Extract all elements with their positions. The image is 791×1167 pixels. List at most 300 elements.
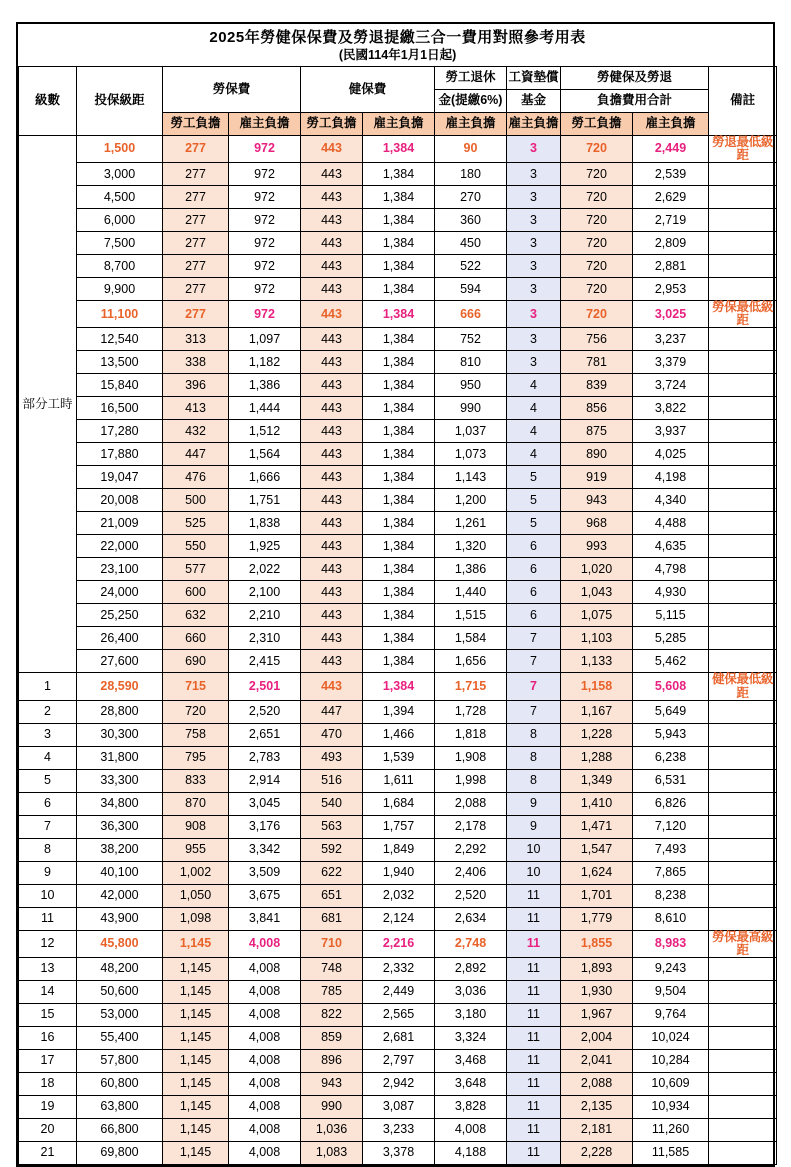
cell-health-employer: 1,384 xyxy=(363,255,435,278)
cell-health-employer: 3,378 xyxy=(363,1141,435,1164)
cell-wagefund-employer: 8 xyxy=(507,769,561,792)
cell-labor-employer: 3,841 xyxy=(229,907,301,930)
cell-wagefund-employer: 9 xyxy=(507,792,561,815)
cell-labor-employer: 1,925 xyxy=(229,535,301,558)
cell-total-employer: 4,798 xyxy=(633,558,709,581)
cell-total-employer: 4,930 xyxy=(633,581,709,604)
cell-salary-bracket: 17,880 xyxy=(77,443,163,466)
cell-note xyxy=(709,558,777,581)
cell-total-employer: 4,198 xyxy=(633,466,709,489)
cell-health-employee: 443 xyxy=(301,604,363,627)
cell-health-employer: 2,565 xyxy=(363,1003,435,1026)
cell-salary-bracket: 43,900 xyxy=(77,907,163,930)
cell-health-employee: 443 xyxy=(301,255,363,278)
cell-salary-bracket: 22,000 xyxy=(77,535,163,558)
cell-labor-employee: 660 xyxy=(163,627,229,650)
cell-note xyxy=(709,769,777,792)
cell-wagefund-employer: 11 xyxy=(507,1141,561,1164)
cell-salary-bracket: 23,100 xyxy=(77,558,163,581)
cell-total-employer: 4,025 xyxy=(633,443,709,466)
cell-note xyxy=(709,1095,777,1118)
cell-labor-employee: 550 xyxy=(163,535,229,558)
cell-total-employee: 1,020 xyxy=(561,558,633,581)
table-row xyxy=(19,163,777,186)
cell-labor-employer: 2,310 xyxy=(229,627,301,650)
cell-health-employee: 516 xyxy=(301,769,363,792)
cell-health-employee: 443 xyxy=(301,673,363,700)
premium-comparison-table xyxy=(18,24,777,1165)
cell-wagefund-employer: 3 xyxy=(507,351,561,374)
table-row xyxy=(19,861,777,884)
cell-total-employee: 756 xyxy=(561,328,633,351)
cell-salary-bracket: 50,600 xyxy=(77,980,163,1003)
cell-wagefund-employer: 11 xyxy=(507,1026,561,1049)
cell-labor-employer: 1,097 xyxy=(229,328,301,351)
cell-pension-employer: 1,200 xyxy=(435,489,507,512)
cell-wagefund-employer: 7 xyxy=(507,650,561,673)
cell-wagefund-employer: 5 xyxy=(507,489,561,512)
cell-total-employee: 919 xyxy=(561,466,633,489)
cell-labor-employee: 476 xyxy=(163,466,229,489)
header-pension-line1: 勞工退休 xyxy=(435,66,507,89)
cell-pension-employer: 1,998 xyxy=(435,769,507,792)
cell-total-employee: 1,624 xyxy=(561,861,633,884)
cell-health-employee: 1,083 xyxy=(301,1141,363,1164)
cell-note xyxy=(709,907,777,930)
cell-salary-bracket: 27,600 xyxy=(77,650,163,673)
table-row xyxy=(19,374,777,397)
cell-wagefund-employer: 4 xyxy=(507,374,561,397)
cell-wagefund-employer: 8 xyxy=(507,746,561,769)
cell-salary-bracket: 3,000 xyxy=(77,163,163,186)
cell-labor-employer: 4,008 xyxy=(229,1026,301,1049)
cell-health-employee: 563 xyxy=(301,815,363,838)
subheader-total-employee: 勞工負擔 xyxy=(561,112,633,135)
cell-salary-bracket: 11,100 xyxy=(77,301,163,328)
cell-pension-employer: 3,036 xyxy=(435,980,507,1003)
cell-health-employee: 443 xyxy=(301,135,363,162)
cell-salary-bracket: 42,000 xyxy=(77,884,163,907)
cell-wagefund-employer: 5 xyxy=(507,466,561,489)
cell-total-employee: 1,075 xyxy=(561,604,633,627)
cell-labor-employer: 2,210 xyxy=(229,604,301,627)
table-row xyxy=(19,328,777,351)
cell-note xyxy=(709,466,777,489)
cell-note xyxy=(709,232,777,255)
cell-health-employee: 443 xyxy=(301,581,363,604)
cell-salary-bracket: 24,000 xyxy=(77,581,163,604)
cell-labor-employer: 972 xyxy=(229,232,301,255)
cell-labor-employer: 1,838 xyxy=(229,512,301,535)
row-level: 18 xyxy=(19,1072,77,1095)
cell-wagefund-employer: 3 xyxy=(507,255,561,278)
cell-total-employer: 5,462 xyxy=(633,650,709,673)
cell-total-employer: 7,120 xyxy=(633,815,709,838)
cell-labor-employer: 2,415 xyxy=(229,650,301,673)
subheader-total-employer: 雇主負擔 xyxy=(633,112,709,135)
cell-health-employee: 443 xyxy=(301,232,363,255)
row-level: 16 xyxy=(19,1026,77,1049)
table-row xyxy=(19,604,777,627)
cell-labor-employee: 1,145 xyxy=(163,957,229,980)
row-level: 17 xyxy=(19,1049,77,1072)
cell-labor-employee: 1,145 xyxy=(163,1072,229,1095)
row-level: 12 xyxy=(19,930,77,957)
cell-health-employer: 1,384 xyxy=(363,604,435,627)
cell-labor-employee: 600 xyxy=(163,581,229,604)
header-wagefund-line2: 基金 xyxy=(507,89,561,112)
row-level: 5 xyxy=(19,769,77,792)
cell-labor-employee: 1,145 xyxy=(163,1118,229,1141)
cell-total-employee: 1,043 xyxy=(561,581,633,604)
cell-note: 勞保最低級距 xyxy=(709,301,777,328)
cell-salary-bracket: 53,000 xyxy=(77,1003,163,1026)
cell-wagefund-employer: 11 xyxy=(507,1003,561,1026)
cell-health-employee: 443 xyxy=(301,301,363,328)
cell-salary-bracket: 38,200 xyxy=(77,838,163,861)
cell-total-employer: 9,764 xyxy=(633,1003,709,1026)
cell-pension-employer: 2,892 xyxy=(435,957,507,980)
cell-total-employee: 1,133 xyxy=(561,650,633,673)
cell-total-employer: 2,539 xyxy=(633,163,709,186)
cell-total-employer: 7,493 xyxy=(633,838,709,861)
cell-health-employer: 1,384 xyxy=(363,489,435,512)
table-row xyxy=(19,980,777,1003)
header-note: 備註 xyxy=(709,66,777,135)
cell-health-employer: 1,466 xyxy=(363,723,435,746)
cell-health-employer: 1,384 xyxy=(363,232,435,255)
cell-total-employee: 1,410 xyxy=(561,792,633,815)
table-row xyxy=(19,1072,777,1095)
cell-labor-employer: 4,008 xyxy=(229,1003,301,1026)
cell-salary-bracket: 17,280 xyxy=(77,420,163,443)
cell-total-employee: 968 xyxy=(561,512,633,535)
row-level: 6 xyxy=(19,792,77,815)
cell-total-employer: 2,809 xyxy=(633,232,709,255)
cell-health-employer: 3,087 xyxy=(363,1095,435,1118)
cell-health-employee: 622 xyxy=(301,861,363,884)
table-row xyxy=(19,278,777,301)
cell-labor-employee: 277 xyxy=(163,135,229,162)
cell-pension-employer: 180 xyxy=(435,163,507,186)
cell-health-employee: 443 xyxy=(301,397,363,420)
table-row xyxy=(19,558,777,581)
cell-health-employee: 859 xyxy=(301,1026,363,1049)
cell-health-employee: 443 xyxy=(301,374,363,397)
cell-total-employer: 3,025 xyxy=(633,301,709,328)
cell-labor-employee: 1,145 xyxy=(163,930,229,957)
table-row xyxy=(19,186,777,209)
cell-total-employer: 6,238 xyxy=(633,746,709,769)
cell-salary-bracket: 16,500 xyxy=(77,397,163,420)
table-row xyxy=(19,209,777,232)
table-row xyxy=(19,1118,777,1141)
cell-note xyxy=(709,351,777,374)
cell-labor-employee: 277 xyxy=(163,301,229,328)
cell-total-employee: 2,041 xyxy=(561,1049,633,1072)
cell-health-employee: 748 xyxy=(301,957,363,980)
header-labor-insurance: 勞保費 xyxy=(163,66,301,112)
cell-labor-employee: 1,145 xyxy=(163,1095,229,1118)
cell-health-employer: 1,384 xyxy=(363,558,435,581)
cell-total-employee: 2,228 xyxy=(561,1141,633,1164)
header-pension-line2: 金(提繳6%) xyxy=(435,89,507,112)
cell-health-employee: 822 xyxy=(301,1003,363,1026)
cell-health-employer: 1,849 xyxy=(363,838,435,861)
cell-total-employee: 1,349 xyxy=(561,769,633,792)
cell-total-employee: 781 xyxy=(561,351,633,374)
row-level: 11 xyxy=(19,907,77,930)
cell-health-employee: 443 xyxy=(301,209,363,232)
cell-salary-bracket: 26,400 xyxy=(77,627,163,650)
header-health-insurance: 健保費 xyxy=(301,66,435,112)
cell-labor-employee: 277 xyxy=(163,209,229,232)
cell-salary-bracket: 48,200 xyxy=(77,957,163,980)
cell-health-employer: 1,384 xyxy=(363,374,435,397)
cell-pension-employer: 3,468 xyxy=(435,1049,507,1072)
cell-pension-employer: 1,908 xyxy=(435,746,507,769)
cell-note xyxy=(709,746,777,769)
cell-total-employee: 1,967 xyxy=(561,1003,633,1026)
cell-pension-employer: 4,008 xyxy=(435,1118,507,1141)
table-row xyxy=(19,815,777,838)
cell-total-employee: 1,103 xyxy=(561,627,633,650)
cell-total-employer: 4,488 xyxy=(633,512,709,535)
table-row xyxy=(19,397,777,420)
cell-pension-employer: 1,515 xyxy=(435,604,507,627)
cell-wagefund-employer: 7 xyxy=(507,627,561,650)
cell-health-employer: 1,384 xyxy=(363,278,435,301)
cell-wagefund-employer: 7 xyxy=(507,700,561,723)
cell-labor-employee: 632 xyxy=(163,604,229,627)
table-row xyxy=(19,232,777,255)
cell-health-employee: 443 xyxy=(301,443,363,466)
title-line2: (民國114年1月1日起) xyxy=(338,47,457,62)
table-row xyxy=(19,957,777,980)
cell-labor-employer: 3,675 xyxy=(229,884,301,907)
cell-note xyxy=(709,1049,777,1072)
cell-pension-employer: 2,178 xyxy=(435,815,507,838)
cell-health-employee: 443 xyxy=(301,278,363,301)
cell-health-employee: 443 xyxy=(301,466,363,489)
cell-health-employer: 1,539 xyxy=(363,746,435,769)
cell-pension-employer: 450 xyxy=(435,232,507,255)
cell-total-employee: 2,181 xyxy=(561,1118,633,1141)
cell-total-employee: 720 xyxy=(561,301,633,328)
table-row xyxy=(19,420,777,443)
cell-salary-bracket: 13,500 xyxy=(77,351,163,374)
subheader-wagefund-employer: 雇主負擔 xyxy=(507,112,561,135)
cell-labor-employee: 870 xyxy=(163,792,229,815)
cell-labor-employee: 758 xyxy=(163,723,229,746)
cell-wagefund-employer: 11 xyxy=(507,1072,561,1095)
cell-labor-employer: 1,512 xyxy=(229,420,301,443)
header-level: 級數 xyxy=(19,66,77,135)
subheader-pension-employer: 雇主負擔 xyxy=(435,112,507,135)
cell-health-employee: 540 xyxy=(301,792,363,815)
cell-labor-employer: 4,008 xyxy=(229,1141,301,1164)
cell-total-employer: 5,115 xyxy=(633,604,709,627)
cell-pension-employer: 1,037 xyxy=(435,420,507,443)
cell-wagefund-employer: 3 xyxy=(507,232,561,255)
cell-total-employer: 5,608 xyxy=(633,673,709,700)
cell-note xyxy=(709,581,777,604)
cell-total-employer: 9,504 xyxy=(633,980,709,1003)
row-level: 20 xyxy=(19,1118,77,1141)
cell-labor-employee: 1,002 xyxy=(163,861,229,884)
cell-health-employer: 1,384 xyxy=(363,301,435,328)
table-row xyxy=(19,581,777,604)
cell-total-employer: 2,881 xyxy=(633,255,709,278)
cell-labor-employer: 2,100 xyxy=(229,581,301,604)
row-level: 1 xyxy=(19,673,77,700)
row-level: 15 xyxy=(19,1003,77,1026)
cell-salary-bracket: 19,047 xyxy=(77,466,163,489)
cell-total-employer: 2,719 xyxy=(633,209,709,232)
row-level: 2 xyxy=(19,700,77,723)
cell-health-employer: 1,384 xyxy=(363,351,435,374)
cell-note xyxy=(709,980,777,1003)
cell-health-employee: 443 xyxy=(301,163,363,186)
row-level: 10 xyxy=(19,884,77,907)
cell-total-employee: 2,004 xyxy=(561,1026,633,1049)
cell-labor-employer: 2,520 xyxy=(229,700,301,723)
cell-labor-employee: 500 xyxy=(163,489,229,512)
cell-note xyxy=(709,604,777,627)
table-body xyxy=(19,135,777,1164)
cell-pension-employer: 3,324 xyxy=(435,1026,507,1049)
table-row xyxy=(19,301,777,328)
table-row xyxy=(19,627,777,650)
cell-wagefund-employer: 11 xyxy=(507,1118,561,1141)
cell-health-employer: 1,384 xyxy=(363,627,435,650)
cell-note xyxy=(709,255,777,278)
cell-labor-employer: 3,045 xyxy=(229,792,301,815)
row-level: 13 xyxy=(19,957,77,980)
cell-health-employee: 443 xyxy=(301,489,363,512)
cell-labor-employer: 1,182 xyxy=(229,351,301,374)
cell-salary-bracket: 45,800 xyxy=(77,930,163,957)
cell-wagefund-employer: 3 xyxy=(507,209,561,232)
cell-labor-employer: 1,444 xyxy=(229,397,301,420)
cell-total-employee: 875 xyxy=(561,420,633,443)
cell-salary-bracket: 1,500 xyxy=(77,135,163,162)
cell-pension-employer: 1,715 xyxy=(435,673,507,700)
cell-pension-employer: 2,088 xyxy=(435,792,507,815)
table-row xyxy=(19,466,777,489)
cell-health-employer: 2,449 xyxy=(363,980,435,1003)
cell-note xyxy=(709,397,777,420)
cell-note xyxy=(709,627,777,650)
cell-labor-employer: 2,022 xyxy=(229,558,301,581)
row-level: 9 xyxy=(19,861,77,884)
cell-note xyxy=(709,535,777,558)
table-row xyxy=(19,1026,777,1049)
cell-pension-employer: 1,728 xyxy=(435,700,507,723)
cell-total-employer: 9,243 xyxy=(633,957,709,980)
table-row xyxy=(19,1003,777,1026)
cell-pension-employer: 3,648 xyxy=(435,1072,507,1095)
cell-health-employee: 443 xyxy=(301,627,363,650)
cell-total-employee: 993 xyxy=(561,535,633,558)
cell-salary-bracket: 28,800 xyxy=(77,700,163,723)
cell-labor-employee: 277 xyxy=(163,163,229,186)
table-row xyxy=(19,255,777,278)
cell-note xyxy=(709,700,777,723)
cell-labor-employer: 4,008 xyxy=(229,1118,301,1141)
row-level: 部分工時 xyxy=(19,135,77,673)
cell-total-employer: 6,826 xyxy=(633,792,709,815)
cell-total-employer: 11,585 xyxy=(633,1141,709,1164)
cell-health-employer: 1,384 xyxy=(363,420,435,443)
cell-health-employer: 2,032 xyxy=(363,884,435,907)
row-level: 14 xyxy=(19,980,77,1003)
cell-wagefund-employer: 11 xyxy=(507,884,561,907)
cell-pension-employer: 950 xyxy=(435,374,507,397)
cell-pension-employer: 810 xyxy=(435,351,507,374)
cell-health-employer: 1,384 xyxy=(363,443,435,466)
cell-total-employee: 720 xyxy=(561,255,633,278)
cell-health-employer: 1,384 xyxy=(363,650,435,673)
cell-health-employer: 1,384 xyxy=(363,135,435,162)
cell-total-employee: 1,228 xyxy=(561,723,633,746)
cell-labor-employer: 1,666 xyxy=(229,466,301,489)
cell-note: 勞保最高級距 xyxy=(709,930,777,957)
table-row xyxy=(19,769,777,792)
cell-labor-employee: 413 xyxy=(163,397,229,420)
cell-total-employee: 1,547 xyxy=(561,838,633,861)
cell-health-employer: 2,124 xyxy=(363,907,435,930)
cell-labor-employee: 577 xyxy=(163,558,229,581)
cell-total-employee: 1,930 xyxy=(561,980,633,1003)
cell-labor-employer: 972 xyxy=(229,278,301,301)
cell-wagefund-employer: 11 xyxy=(507,930,561,957)
cell-total-employee: 1,893 xyxy=(561,957,633,980)
cell-labor-employee: 277 xyxy=(163,255,229,278)
cell-health-employee: 592 xyxy=(301,838,363,861)
cell-total-employer: 3,937 xyxy=(633,420,709,443)
cell-pension-employer: 1,143 xyxy=(435,466,507,489)
table-row xyxy=(19,700,777,723)
cell-note xyxy=(709,792,777,815)
cell-total-employer: 5,649 xyxy=(633,700,709,723)
cell-pension-employer: 2,748 xyxy=(435,930,507,957)
table-row xyxy=(19,673,777,700)
cell-total-employer: 11,260 xyxy=(633,1118,709,1141)
cell-total-employee: 2,135 xyxy=(561,1095,633,1118)
cell-wagefund-employer: 3 xyxy=(507,186,561,209)
cell-labor-employer: 972 xyxy=(229,255,301,278)
cell-total-employer: 4,635 xyxy=(633,535,709,558)
table-row xyxy=(19,512,777,535)
cell-labor-employee: 720 xyxy=(163,700,229,723)
cell-total-employee: 1,167 xyxy=(561,700,633,723)
cell-health-employee: 470 xyxy=(301,723,363,746)
table-row xyxy=(19,838,777,861)
cell-pension-employer: 1,386 xyxy=(435,558,507,581)
cell-labor-employee: 1,145 xyxy=(163,1026,229,1049)
cell-salary-bracket: 34,800 xyxy=(77,792,163,815)
cell-salary-bracket: 60,800 xyxy=(77,1072,163,1095)
cell-labor-employee: 432 xyxy=(163,420,229,443)
cell-labor-employee: 1,145 xyxy=(163,1003,229,1026)
cell-salary-bracket: 6,000 xyxy=(77,209,163,232)
cell-labor-employer: 4,008 xyxy=(229,1049,301,1072)
cell-health-employer: 2,942 xyxy=(363,1072,435,1095)
cell-wagefund-employer: 10 xyxy=(507,861,561,884)
subheader-labor-employer: 雇主負擔 xyxy=(229,112,301,135)
cell-total-employer: 6,531 xyxy=(633,769,709,792)
